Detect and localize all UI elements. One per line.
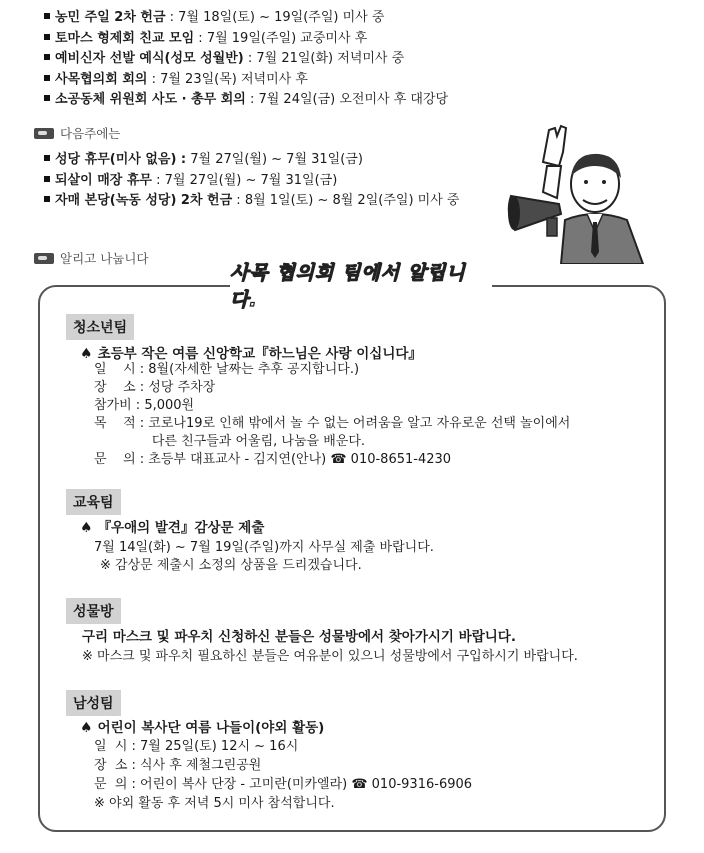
shop-title: 구리 마스크 및 파우치 신청하신 분들은 성물방에서 찾아가시기 바랍니다. (82, 629, 516, 645)
next-week-item: 성당 휴무(미사 없음) : 7월 27일(월) ~ 7월 31일(금) (44, 150, 459, 171)
schedule-item: 예비신자 선발 예식(성모 성월반) : 7월 21일(화) 저녁미사 중 (44, 49, 448, 70)
section-marker-icon (34, 253, 54, 264)
next-week-list (44, 150, 459, 212)
notice-banner: 사목 협의회 팀에서 알립니다. (230, 268, 492, 302)
next-week-item: 자매 본당(녹동 성당) 2차 헌금 : 8월 1일(토) ~ 8월 2일(주일) 미사 중 (44, 191, 459, 212)
section-marker-icon (34, 128, 54, 139)
megaphone-mascot-icon (503, 122, 653, 264)
schedule-item: 토마스 형제회 친교 모임 : 7월 19일(주일) 교중미사 후 (44, 29, 448, 50)
spade-icon: ♠ (80, 720, 93, 736)
team-label-youth: 청소년팀 (66, 314, 134, 340)
schedule-item: 농민 주일 2차 헌금 : 7월 18일(토) ~ 19일(주일) 미사 중 (44, 8, 448, 29)
schedule-item: 소공동체 위원회 사도 · 총무 회의 : 7월 24일(금) 오전미사 후 대강당 (44, 90, 448, 111)
men-title: ♠ 어린이 복사단 여름 나들이(야외 활동) (80, 720, 325, 736)
education-title: ♠ 『우애의 발견』감상문 제출 (80, 520, 265, 536)
shop-detail: ※ 마스크 및 파우치 필요하신 분들은 여유분이 있으니 성물방에서 구입하시기 바랍니다. (82, 649, 578, 664)
team-label-shop: 성물방 (66, 598, 121, 624)
next-week-item: 되살이 매장 휴무 : 7월 27일(월) ~ 7월 31일(금) (44, 171, 459, 192)
schedule-list (44, 8, 448, 111)
notice-heading: 알리고 나눕니다 (34, 249, 149, 267)
spade-icon: ♠ (80, 346, 93, 362)
schedule-item: 사목협의회 회의 : 7월 23일(목) 저녁미사 후 (44, 70, 448, 91)
youth-details: 일 시 : 8월(자세한 날짜는 추후 공지합니다.) 장 소 : 성당 주차장 참가비 : 5,000원 목 적 : 코로나19로 인해 밖에서 놀 수 없는 어려움을 알고 자유로운 선택 놀이에서 다른 친구들과 어울림, 나눔을 배운다. 문 의 : 초등부 대표교사 - 김지연(안나) ☎ 010-8651-4230 (94, 362, 571, 467)
men-details: 일 시 : 7월 25일(토) 12시 ~ 16시 장 소 : 식사 후 제철그린공원 문 의 : 어린이 복사 단장 - 고미란(미카엘라) ☎ 010-9316-6906 ※ 야외 활동 후 저녁 5시 미사 참석합니다. (94, 739, 473, 811)
spade-icon: ♠ (80, 520, 93, 536)
team-label-men: 남성팀 (66, 690, 121, 716)
next-week-heading: 다음주에는 (34, 124, 120, 142)
education-details: 7월 14일(화) ~ 7월 19일(주일)까지 사무실 제출 바랍니다. ※ 감상문 제출시 소정의 상품을 드리겠습니다. (94, 540, 434, 573)
team-label-education: 교육팀 (66, 489, 121, 515)
youth-title: ♠ 초등부 작은 여름 신앙학교『하느님은 사랑 이십니다』 (80, 346, 422, 362)
